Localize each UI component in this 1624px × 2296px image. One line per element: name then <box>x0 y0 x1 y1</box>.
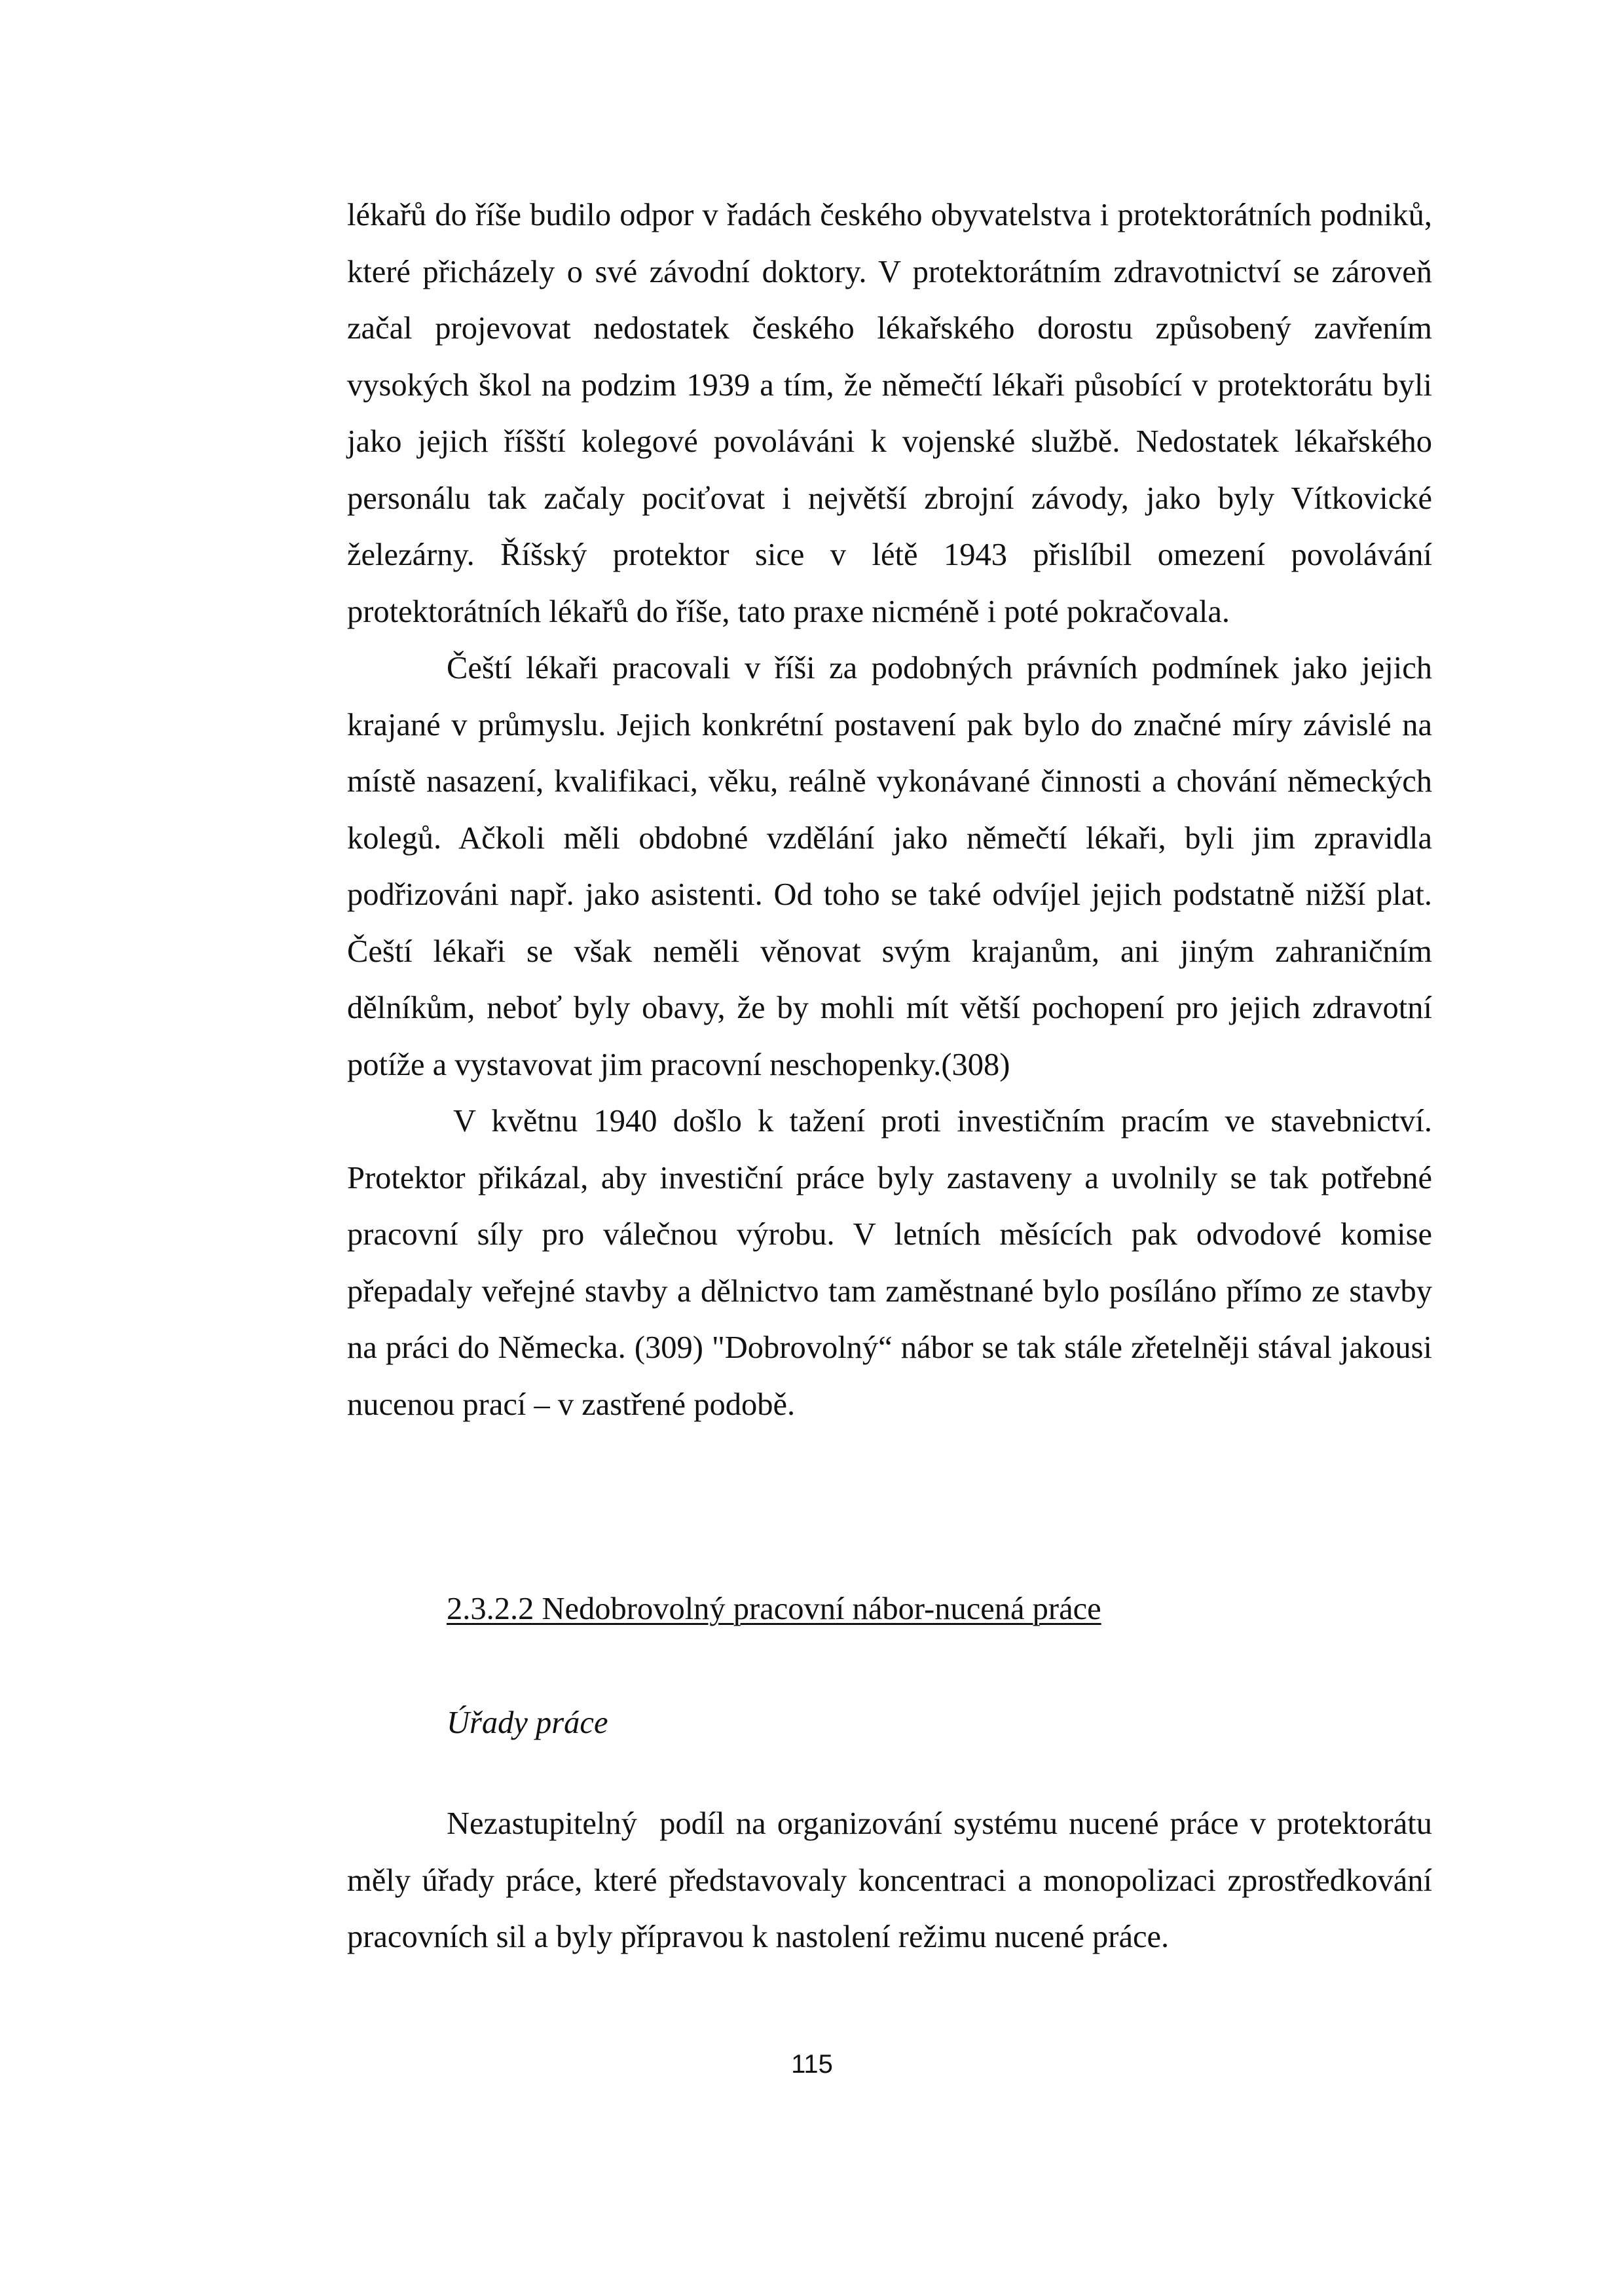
body-text-top <box>347 187 1432 1433</box>
body-text-bottom <box>347 1796 1441 1966</box>
paragraph-4: Nezastupitelný podíl na organizování systému nucené práce v protektorátu měly úřady práce, které představovaly koncentraci a monopolizaci zprostředkování pracovních sil a byly přípravou k nastolení režimu nucené práce. <box>347 1806 1441 1954</box>
paragraph-3: V květnu 1940 došlo k tažení proti investičním pracím ve stavebnictví. Protektor přikázal, aby investiční práce byly zastaveny a uvolnily se tak potřebné pracovní síly pro válečnou výrobu. V letních měsících pak odvodové komise přepadaly veřejné stavby a dělnictvo tam zaměstnané bylo posíláno přímo ze stavby na práci do Německa. (309) "Dobrovolný“ nábor se tak stále zřetelněji stával jakousi nucenou prací – v zastřené podobě. <box>347 1104 1432 1422</box>
section-heading: 2.3.2.2 Nedobrovolný pracovní nábor-nucená práce <box>447 1592 1101 1626</box>
paragraph-1: lékařů do říše budilo odpor v řadách českého obyvatelstva i protektorátních podniků, které přicházely o své závodní doktory. V protektorátním zdravotnictví se zároveň začal projevovat nedostatek českého lékařského dorostu způsobený zavřením vysokých škol na podzim 1939 a tím, že němečtí lékaři působící v protektorátu byli jako jejich říšští kolegové povoláváni k vojenské službě. Nedostatek lékařského personálu tak začaly pociťovat i největší zbrojní závody, jako byly Vítkovické železárny. Říšský protektor sice v létě 1943 přislíbil omezení povolávání protektorátních lékařů do říše, tato praxe nicméně i poté pokračovala. <box>347 198 1432 629</box>
page-number: 115 <box>791 2050 833 2079</box>
paragraph-2: Čeští lékaři pracovali v říši za podobných právních podmínek jako jejich krajané v průmyslu. Jejich konkrétní postavení pak bylo do značné míry závislé na místě nasazení, kvalifikaci, věku, reálně vykonávané činnosti a chování německých kolegů. Ačkoli měli obdobné vzdělání jako němečtí lékaři, byli jim zpravidla podřizováni např. jako asistenti. Od toho se také odvíjel jejich podstatně nižší plat. Čeští lékaři se však neměli věnovat svým krajanům, ani jiným zahraničním dělníkům, neboť byly obavy, že by mohli mít větší pochopení pro jejich zdravotní potíže a vystavovat jim pracovní neschopenky.(308) <box>347 651 1432 1082</box>
subsection-heading: Úřady práce <box>447 1705 608 1740</box>
